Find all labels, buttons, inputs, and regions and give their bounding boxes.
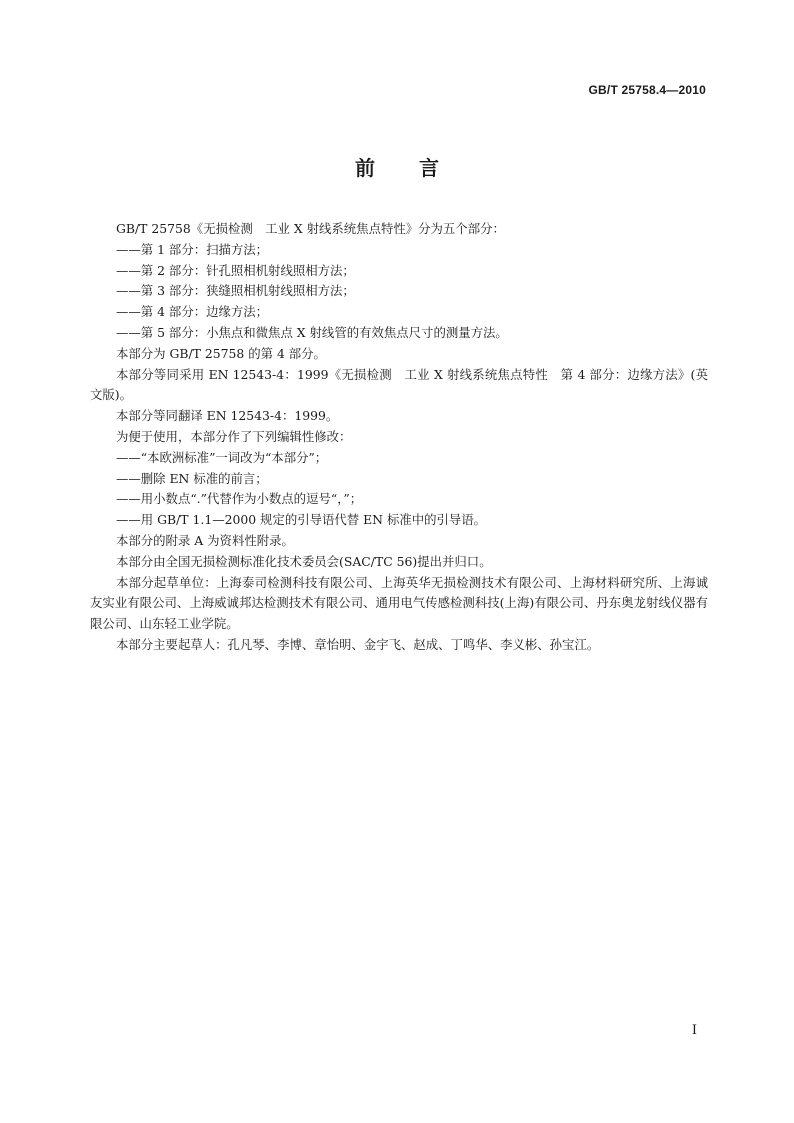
paragraph-annex: 本部分的附录 A 为资料性附录。 (116, 532, 294, 548)
paragraph-drafters: 本部分主要起草人：孔凡琴、李博、章怡明、金宇飞、赵成、丁鸣华、李义彬、孙宝江。 (116, 636, 600, 652)
paragraph-part-statement: 本部分为 GB/T 25758 的第 4 部分。 (116, 345, 326, 361)
paragraph-adoption: 本部分等同采用 EN 12543-4：1999《无损检测 工业 X 射线系统焦点特性 第 4 部分：边缘方法》(英文版)。 (90, 366, 708, 403)
paragraph-edits-intro: 为便于使用，本部分作了下列编辑性修改： (116, 428, 352, 444)
list-item-part-4: ——第 4 部分：边缘方法； (116, 304, 269, 320)
page-title: 前言 (355, 156, 483, 180)
page-number: I (691, 1023, 697, 1038)
list-item-edit-3: ——用小数点“.”代替作为小数点的逗号“，”； (116, 491, 363, 507)
list-item-edit-1: ——“本欧洲标准”一词改为“本部分”； (116, 449, 328, 465)
foreword-body (90, 219, 708, 656)
paragraph-drafting-units: 本部分起草单位：上海泰司检测科技有限公司、上海英华无损检测技术有限公司、上海材料研究所、上海诚友实业有限公司、上海威诚邦达检测技术有限公司、通用电气传感检测科技(上海)有限公司、丹东奥龙射线仪器有限公司、山东轻工业学院。 (90, 574, 708, 632)
list-item-part-5: ——第 5 部分：小焦点和微焦点 X 射线管的有效焦点尺寸的测量方法。 (116, 324, 508, 340)
standard-code: GB/T 25758.4—2010 (588, 83, 706, 97)
list-item-edit-2: ——删除 EN 标准的前言； (116, 470, 268, 486)
list-item-edit-4: ——用 GB/T 1.1—2000 规定的引导语代替 EN 标准中的引导语。 (116, 512, 487, 528)
list-item-part-3: ——第 3 部分：狭缝照相机射线照相方法； (116, 283, 355, 299)
paragraph-proposer: 本部分由全国无损检测标准化技术委员会(SAC/TC 56)提出并归口。 (116, 553, 492, 569)
paragraph-translation: 本部分等同翻译 EN 12543-4：1999。 (116, 408, 339, 424)
list-item-part-1: ——第 1 部分：扫描方法； (116, 241, 269, 257)
paragraph-intro: GB/T 25758《无损检测 工业 X 射线系统焦点特性》分为五个部分： (116, 221, 505, 236)
list-item-part-2: ——第 2 部分：针孔照相机射线照相方法； (116, 262, 355, 278)
